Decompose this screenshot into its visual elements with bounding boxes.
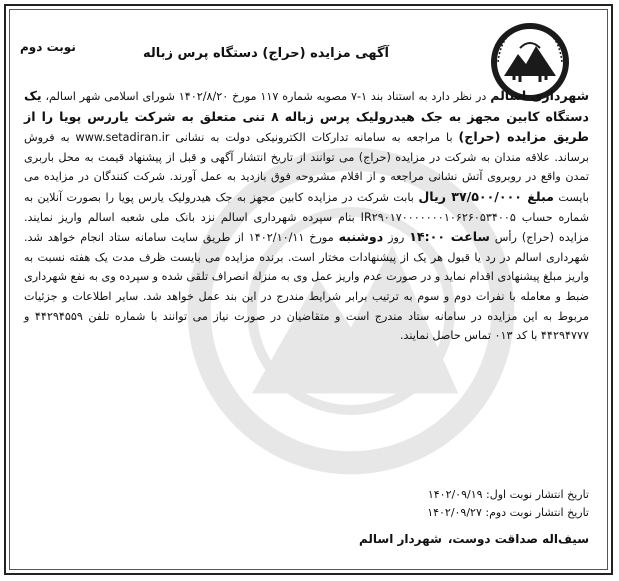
body-municipality: شهرداری اسالم <box>490 88 589 103</box>
signature <box>353 532 589 546</box>
body-text-5: مورخ ۱۴۰۲/۱۰/۱۱ از طریق سایت سامانه ستاد انجام خواهد شد. شهرداری اسالم در رد یا قبول هر یک از پیشنهادات مختار است. برنده مزایده می بایست ظرف مدت یک هفته نسبت به واریز مبلغ پیشنهادی اقدام نماید و در صورت عدم واریز عمل وی به منزله انصراف تلقی شده و سپرده وی به نفع شهرداری ضبط و معامله با نفرات دوم و سوم به ترتیب برابر شرایط مندرج در این بند عمل خواهد شد. سایر اطلاعات و جزئیات مربوط به این مزایده در سامانه ستاد مندرج است و متقاضیان در صورت نیاز می توانند با شماره تلفن ۴۴۲۹۴۵۵۹ و ۴۴۲۹۴۷۷۷ با کد ۰۱۳ تماس حاصل نمایند. <box>24 231 589 343</box>
second-publication-date: تاریخ انتشار نوبت دوم: ۱۴۰۲/۰۹/۲۷ <box>427 506 589 519</box>
body-auction-time: ساعت ۱۴:۰۰ <box>409 229 490 245</box>
signature-role: شهردار اسالم <box>358 532 442 546</box>
body-text-4: روز <box>383 231 410 245</box>
notice-title: آگهی مزایده (حراج) دستگاه پرس زباله <box>143 46 389 61</box>
body-text-1: در نظر دارد به استناد بند ۱-۷ مصوبه شماره ۱۱۷ مورخ ۱۴۰۲/۸/۲۰ شورای اسلامی شهر اسالم، <box>41 90 491 103</box>
body-text-3: بابت شرکت در مزایده کابین مجهز به جک هیدرولیک یارس پویا را بصورت آنلاین به شماره حساب IR۲۹۰۱۷۰۰۰۰۰۰۰۱۰۶۲۶۰۵۳۴۰۰۵ بنام سپرده شهرداری اسالم نزد بانک ملی شعبه اسالم واریز نمایند. مزایده (حراج) رأس <box>24 190 590 245</box>
body-auction-day: دوشنبه <box>338 229 384 245</box>
notice-frame <box>4 4 613 575</box>
signature-name: سیف‌اله صداقت دوست، <box>447 532 589 546</box>
publication-dates <box>427 486 589 522</box>
notice-round-label: نوبت دوم <box>20 40 76 54</box>
body-deposit-amount: مبلغ ۳۷/۵۰۰/۰۰۰ ریال <box>418 188 554 204</box>
body-text-2: با مراجعه به سامانه تدارکات الکترونیکی دولت به نشانی www.setadiran.ir به فروش برساند. علاقه مندان به شرکت در مزایده (حراج) می توانند از تاریخ انتشار آگهی و قبل از پیشنهاد قیمت به محل باربری تمدن واقع در روبروی آتش نشانی مراجعه و از اقلام مشروحه فوق بازدید به عمل آورند. شرکت کنندگان در مزایده می بایست <box>24 131 589 204</box>
first-publication-date: تاریخ انتشار نوبت اول: ۱۴۰۲/۰۹/۱۹ <box>427 488 589 501</box>
body-item: یک دستگاه کابین مجهز به جک هیدرولیک پرس زباله ۸ تنی متعلق به شرکت یاررس پویا را از طریق مزایده (حراج) <box>24 88 590 145</box>
notice-body <box>24 86 589 346</box>
